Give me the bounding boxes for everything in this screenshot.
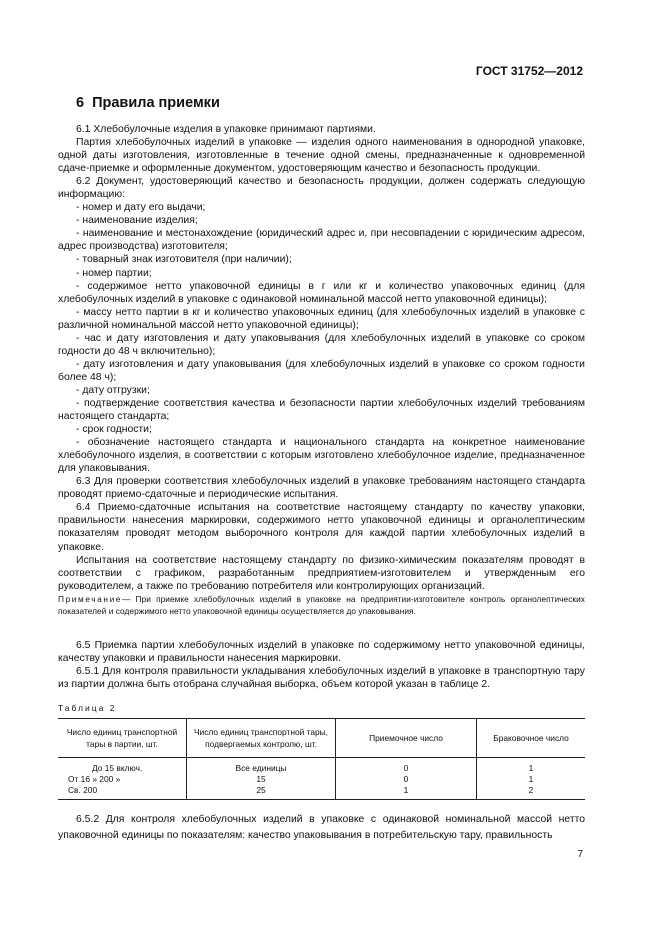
- paragraph: - обозначение настоящего стандарта и национального стандарта на конкретное наименование хлебобулочного изделия, в соответствии с которым изготовлено хлебобулочное изделие, предназначенное для упаковывания.: [58, 437, 585, 475]
- table-cell: [58, 785, 187, 800]
- row-label: От 16 » 200 »: [68, 774, 121, 784]
- paragraph: 6.5.1 Для контроля правильности укладывания хлебобулочных изделий в упаковке в транспортную тару из партии должна быть отобрана случайная выборка, объем которой указан в таблице 2.: [58, 666, 585, 691]
- row-label: Св. 200: [68, 785, 98, 795]
- paragraph: Испытания на соответствие настоящему стандарту по физико-химическим показателям проводят в соответствии с графиком, разработанным предприятием-изготовителем и утвержденным его руководителем, а также по требованию потребителя или контролирующих организаций.: [58, 554, 585, 592]
- note-label: Примечание: [58, 594, 123, 604]
- table-cell: 1: [477, 758, 586, 775]
- table-row: [58, 758, 585, 775]
- paragraph: - наименование изделия;: [76, 215, 198, 227]
- section-number: 6: [76, 95, 85, 111]
- final-paragraph-block: [58, 812, 585, 844]
- page-number: 7: [577, 849, 583, 860]
- paragraph: - наименование и местонахождение (юридический адрес и, при несовпадении с юридическим адресом, адрес производства) изготовителя;: [58, 228, 585, 253]
- sample-size-table: [58, 718, 585, 800]
- table-header-cell: Число единиц транспортной тары, подвергаемых контролю, шт.: [187, 719, 336, 758]
- table-row: [58, 785, 585, 800]
- table-cell: Все единицы: [187, 758, 336, 775]
- paragraph: 6.3 Для проверки соответствия хлебобулочных изделий в упаковке требованиям настоящего стандарта проводят приемо-сдаточные и периодические испытания.: [58, 476, 585, 501]
- paragraph: - срок годности;: [76, 424, 152, 436]
- table-cell: [58, 758, 187, 775]
- table-cell: 0: [336, 758, 477, 775]
- table-header-cell: Число единиц транспортной тары в партии, шт.: [58, 719, 187, 758]
- paragraph: 6.5.2 Для контроля хлебобулочных изделий в упаковке с одинаковой номинальной массой нетто упаковочной единицы по показателям: качество упаковывания в потребительскую тару, правильность: [58, 814, 585, 841]
- paragraph: 6.4 Приемо-сдаточные испытания на соответствие настоящему стандарту по качеству упаковки, правильности нанесения маркировки, содержимого нетто упаковочной единицы и органолептическим показателям проводят методом выборочного контроля для каждой партии хлебобулочных изделий в упаковке.: [58, 502, 585, 553]
- paragraph: 6.1 Хлебобулочные изделия в упаковке принимают партиями.: [76, 124, 376, 135]
- section-body: [58, 123, 585, 593]
- table-cell: 25: [187, 785, 336, 800]
- note: [58, 593, 585, 617]
- paragraph: 6.5 Приемка партии хлебобулочных изделий в упаковке по содержимому нетто упаковочной единицы, качеству упаковки и правильности нанесения маркировки.: [58, 640, 585, 665]
- paragraph: - номер партии;: [76, 267, 152, 279]
- table-row: [58, 774, 585, 785]
- paragraph: - номер и дату его выдачи;: [76, 202, 206, 214]
- acceptance-paragraphs: [58, 639, 585, 691]
- section-title: [76, 95, 220, 111]
- table-cell: 1: [477, 774, 586, 785]
- section-title-text: Правила приемки: [92, 95, 220, 111]
- table-header-cell: Приемочное число: [336, 719, 477, 758]
- table-header-cell: Браковочное число: [477, 719, 586, 758]
- table-cell: [58, 774, 187, 785]
- table-cell: 2: [477, 785, 586, 800]
- table-cell: 15: [187, 774, 336, 785]
- table-header-row: [58, 719, 585, 758]
- note-text: — При приемке хлебобулочных изделий в упаковке на предприятии-изготовителе контроль органолептических показателей и содержимого нетто упаковочной единицы осуществляется до упаковывания.: [58, 594, 585, 616]
- paragraph: - содержимое нетто упаковочной единицы в г или кг и количество упаковочных единиц (для хлебобулочных изделий в упаковке с одинаковой номинальной массой нетто упаковочной единицы);: [58, 280, 585, 305]
- paragraph: - час и дату изготовления и дату упаковывания (для хлебобулочных изделий в упаковке со сроком годности до 48 ч включительно);: [58, 332, 585, 357]
- paragraph: - товарный знак изготовителя (при наличии);: [76, 254, 292, 266]
- paragraph: - дату отгрузки;: [76, 384, 150, 396]
- paragraph: Партия хлебобулочных изделий в упаковке — изделия одного наименования в однородной упаковке, одной даты изготовления, изготовленные в течение одной смены, предназначенные к одновременной сдаче-приемке и оформленные документом, удостоверяющим качество и безопасность продукции.: [58, 137, 585, 175]
- paragraph: 6.2 Документ, удостоверяющий качество и безопасность продукции, должен содержать следующую информацию:: [58, 176, 585, 201]
- paragraph: - дату изготовления и дату упаковывания (для хлебобулочных изделий в упаковке со сроком годности более 48 ч);: [58, 358, 585, 383]
- table-cell: 1: [336, 785, 477, 800]
- paragraph: - массу нетто партии в кг и количество упаковочных единиц (для хлебобулочных изделий в упаковке с различной номинальной массой нетто упаковочной единицы);: [58, 306, 585, 331]
- table-caption: Таблица 2: [58, 703, 117, 713]
- standard-header: ГОСТ 31752—2012: [475, 64, 583, 78]
- paragraph: - подтверждение соответствия качества и безопасности партии хлебобулочных изделий требованиям настоящего стандарта;: [58, 397, 585, 423]
- table-cell: 0: [336, 774, 477, 785]
- row-label: До 15 включ.: [92, 763, 143, 773]
